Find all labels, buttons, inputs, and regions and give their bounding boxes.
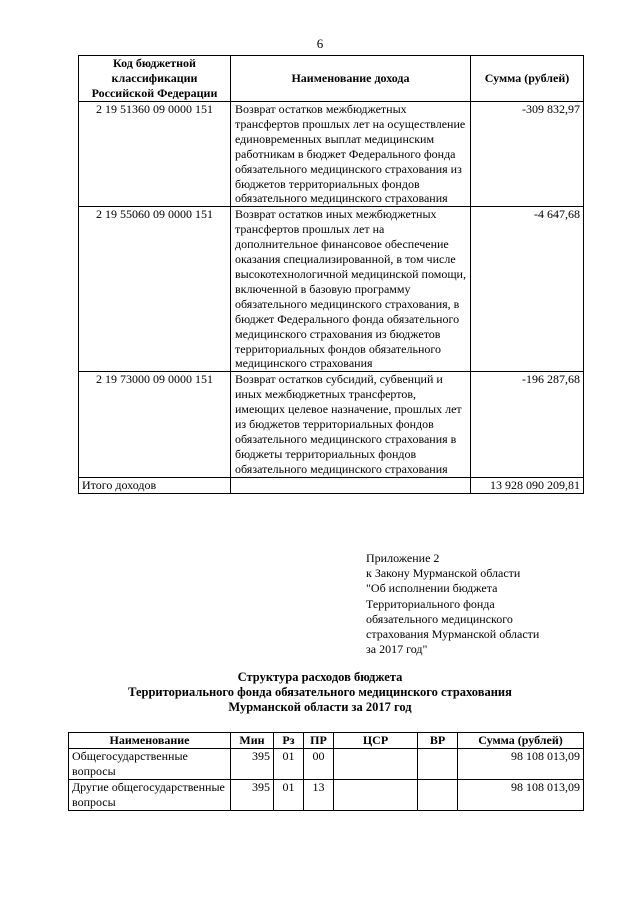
income-row-code: 2 19 73000 09 0000 151 xyxy=(79,372,231,477)
expense-header-pr: ПР xyxy=(304,733,334,749)
income-total-label: Итого доходов xyxy=(79,477,231,493)
income-header-name: Наименование дохода xyxy=(231,56,471,102)
income-header-amount: Сумма (рублей) xyxy=(471,56,584,102)
section-title-line: Территориального фонда обязательного медицинского страхования xyxy=(128,685,512,699)
expense-row-rz: 01 xyxy=(274,779,304,810)
income-table-header-row xyxy=(79,56,584,102)
income-row xyxy=(79,102,584,207)
appendix-line: "Об исполнении бюджета xyxy=(366,581,498,596)
income-row-name: Возврат остатков субсидий, субвенций и иных межбюджетных трансфертов, имеющих целевое назначение, прошлых лет из бюджетов территориальных фондов обязательного медицинского страхования в бюджеты территориальных фондов обязательного медицинского страхования xyxy=(231,372,471,477)
income-row xyxy=(79,207,584,372)
income-row-name: Возврат остатков межбюджетных трансфертов прошлых лет на осуществление единовременных выплат медицинским работникам в бюджет Федерального фонда обязательного медицинского страхования из бюджетов территориальных фондов обязательного медицинского страхования xyxy=(231,102,471,207)
expense-row-amount: 98 108 013,09 xyxy=(458,779,584,810)
expense-header-csr: ЦСР xyxy=(334,733,418,749)
appendix-line: за 2017 год" xyxy=(366,642,428,657)
expense-table-header-row xyxy=(69,733,584,749)
income-row-amount: -196 287,68 xyxy=(471,372,584,477)
income-total-amount: 13 928 090 209,81 xyxy=(471,477,584,493)
expense-row-pr: 13 xyxy=(304,779,334,810)
expense-header-rz: Рз xyxy=(274,733,304,749)
expense-row-amount: 98 108 013,09 xyxy=(458,748,584,779)
expense-header-min: Мин xyxy=(231,733,274,749)
expense-row xyxy=(69,779,584,810)
appendix-line: страхования Мурманской области xyxy=(366,627,540,642)
income-row-code: 2 19 55060 09 0000 151 xyxy=(79,207,231,372)
income-row-amount: -4 647,68 xyxy=(471,207,584,372)
expense-header-name: Наименование xyxy=(69,733,231,749)
appendix-line: Приложение 2 xyxy=(366,551,440,565)
expense-row-vr xyxy=(418,779,458,810)
expense-row-rz: 01 xyxy=(274,748,304,779)
page-number: 6 xyxy=(316,36,324,51)
income-row-code: 2 19 51360 09 0000 151 xyxy=(79,102,231,207)
appendix-note xyxy=(366,551,586,657)
income-row xyxy=(79,372,584,477)
income-row-name: Возврат остатков иных межбюджетных трансфертов прошлых лет на дополнительное финансовое обеспечение оказания специализированной, в том числе высокотехнологичной медицинской помощи, включенной в базовую программу обязательного медицинского страхования, в бюджет Федерального фонда обязательного медицинского страхования из бюджетов территориальных фондов обязательного медицинского страхования xyxy=(231,207,471,372)
expense-row-csr xyxy=(334,779,418,810)
expense-row-min: 395 xyxy=(231,779,274,810)
appendix-line: к Закону Мурманской области xyxy=(366,566,521,581)
expense-row-name: Общегосударственные вопросы xyxy=(69,748,231,779)
income-header-code: Код бюджетной классификации Российской Федерации xyxy=(79,56,231,102)
expense-row-min: 395 xyxy=(231,748,274,779)
income-row-amount: -309 832,97 xyxy=(471,102,584,207)
expense-header-amount: Сумма (рублей) xyxy=(458,733,584,749)
section-title-line: Структура расходов бюджета xyxy=(237,670,403,684)
expense-row-name: Другие общегосударственные вопросы xyxy=(69,779,231,810)
expense-row xyxy=(69,748,584,779)
income-total-empty xyxy=(231,477,471,493)
expense-row-csr xyxy=(334,748,418,779)
appendix-line: Территориального фонда xyxy=(366,596,495,611)
expense-row-pr: 00 xyxy=(304,748,334,779)
expense-row-vr xyxy=(418,748,458,779)
appendix-line: обязательного медицинского xyxy=(366,611,513,626)
expense-table xyxy=(68,732,584,811)
income-total-row xyxy=(79,477,584,493)
expense-header-vr: ВР xyxy=(418,733,458,749)
section-title-line: Мурманской области за 2017 год xyxy=(228,700,412,714)
section-title xyxy=(0,670,640,715)
income-table xyxy=(78,55,584,494)
